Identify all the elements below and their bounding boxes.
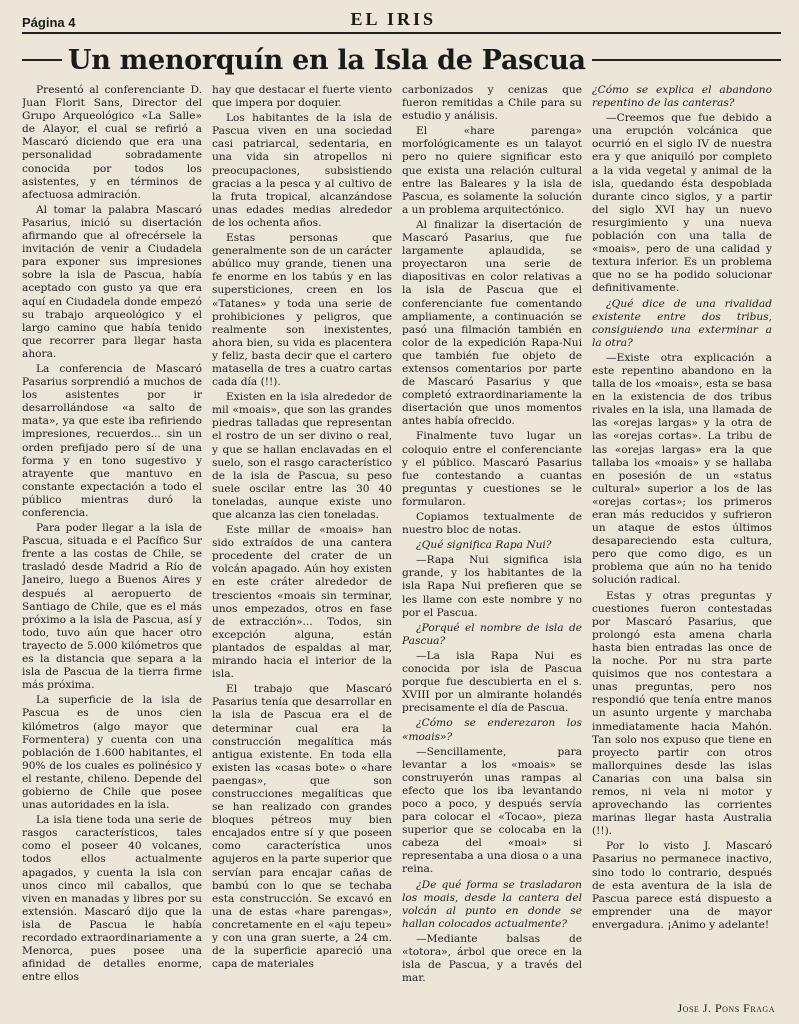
paragraph: carbonizados y cenizas que fueron remitidas a Chile para su estudio y análisis. xyxy=(402,84,582,123)
question-paragraph: ¿Porqué el nombre de isla de Pascua? xyxy=(402,621,582,647)
paragraph: Este millar de «moais» han sido extraídos de una cantera procedente del crater de un volcán apagado. Aún hoy existen en este cráter alrededor de trescientos «moais sin terminar, unos empezados, otros en fase de extracción»... Todos, sin excepción alguna, están plantados de espaldas al mar, mirando hacia el interior de la isla. xyxy=(212,524,392,681)
paragraph: La conferencia de Mascaró Pasarius sorprendió a muchos de los asistentes por ir desarrollándose «a salto de mata», ya que este iba refiriendo impresiones, recuerdos... sin un orden prefijado pero sí de una forma y en tono sugestivo y atrayente que mantuvo en constante expectación a todo el público mientras duró la conferencia. xyxy=(22,362,202,519)
paragraph: La superficie de la isla de Pascua es de unos cien kilómetros (algo mayor que Formentera) y cuenta con una población de 1.600 habitantes, el 90% de los cuales es polinésico y el restante, chileno. Depende del gobierno de Chile que posee unas autoridades en la isla. xyxy=(22,694,202,812)
article-headline: Un menorquín en la Isla de Pascua xyxy=(68,44,586,76)
newspaper-name: EL IRIS xyxy=(350,9,436,29)
question-paragraph: ¿Qué dice de una rivalidad existente entre dos tribus, consiguiendo una exterminar a la otra? xyxy=(592,297,772,349)
question-paragraph: ¿Qué significa Rapa Nui? xyxy=(416,539,552,552)
paragraph: —Rapa Nui significa isla grande, y los habitantes de la isla Rapa Nui prefieren que se les llame con este nombre y no por el Pascua. xyxy=(402,554,582,619)
paragraph: El trabajo que Mascaró Pasarius tenía que desarrollar en la isla de Pascua era el de determinar cual era la construcción megalítica más antigua existente. En toda ella existen las «casas bote» o «hare paengas», que son construcciones megalíticas que se han realizado con grandes bloques pétreos muy bien encajados entre sí y que poseen como característica unos agujeros en la parte superior que servían para encajar cañas de bambú con lo que se techaba esta construcción. Se excavó en una de estas «hare parengas», concretamente en el «aju tepeu» y con una gran suerte, a 24 cm. de la superficie apareció una capa de materiales xyxy=(212,683,392,971)
headline-row xyxy=(22,42,781,78)
article-column-4 xyxy=(592,84,772,1024)
paragraph: Estas personas que generalmente son de un carácter abúlico muy grande, tienen una fe enorme en los tabús y en las supersticiones, creen en los «Tatanes» y toda una serie de prohibiciones y peligros, que realmente son inexistentes, ahora bien, su vida es placentera y feliz, basta decir que el cartero matasella de tres a cuatro cartas cada día (!!). xyxy=(212,232,392,389)
page-header xyxy=(22,0,781,34)
article-column-3 xyxy=(402,84,582,1024)
paragraph: Por lo visto J. Mascaró Pasarius no permanece inactivo, sino todo lo contrario, después de esta aventura de la isla de Pascua parece está dispuesto a emprender una de mayor envergadura. ¡Animo y adelante! xyxy=(592,840,772,931)
headline-rule-right xyxy=(592,59,781,61)
article-body xyxy=(22,84,781,1024)
paragraph: Estas y otras preguntas y cuestiones fueron contestadas por Mascaró Pasarius, que prolongó esta amena charla hasta bien entradas las once de la noche. Por nu stra parte quisimos que nos contestara a unas preguntas, pero nos respondió que tenía entre manos un asunto urgente y marchaba inmediatamente hacia Mahón. Tan solo nos expuso que tiene en proyecto partir con otros mallorquines desde las islas Canarias con una balsa sin remos, ni vela ni motor y aprovechando las corrientes marinas llegar hasta Australia (!!). xyxy=(592,589,772,838)
question-paragraph: ¿De qué forma se trasladaron los moais, desde la cantera del volcán al punto en donde se hallan colocados actualmente? xyxy=(402,878,582,930)
paragraph: Existen en la isla alrededor de mil «moais», que son las grandes piedras talladas que representan el rostro de un ser divino o real, y que se hallan enclavadas en el suelo, son el rasgo característico de la isla de Pascua, su peso suele oscilar entre las 30 40 toneladas, aunque existe uno que alcanza las cien toneladas. xyxy=(212,391,392,521)
headline-rule-left xyxy=(22,59,62,61)
question-paragraph: ¿Cómo se enderezaron los «moais»? xyxy=(402,717,582,743)
paragraph: Los habitantes de la isla de Pascua viven en una sociedad casi patriarcal, sedentaria, en una vida sin atropellos ni preocupaciones, subsistiendo gracias a la pesca y al cultivo de la fruta tropical, alcanzándose unas edades medias alrededor de los ochenta años. xyxy=(212,112,392,229)
paragraph: —Mediante balsas de «totora», árbol que orece en la isla de Pascua, y a través del mar. xyxy=(402,932,582,985)
paragraph: hay que destacar el fuerte viento que impera por doquier. xyxy=(212,84,392,110)
page-number: Página 4 xyxy=(22,15,76,30)
paragraph: Presentó al conferenciante D. Juan Florit Sans, Director del Grupo Arqueológico «La Salle» de Alayor, el cual se refirió a Mascaró diciendo que era una personalidad sobradamente conocida por todos los asistentes, y en términos de afectuosa admiración. xyxy=(22,84,202,201)
paragraph: Copiamos textualmente de nuestro bloc de notas. xyxy=(402,511,582,537)
question-paragraph: ¿Cómo se explica el abandono repentino de las canteras? xyxy=(592,84,772,110)
paragraph: —Creemos que fue debido a una erupción volcánica que ocurrió en el siglo IV de nuestra era y que aniquiló por completo a la vida vegetal y animal de la isla, quedando ésta despoblada durante cinco siglos, y a partir del siglo XVI hay un nuevo resurgimiento y una nueva población con una talla de «moais», pero de una calidad y textura inferior. Es un problema que no se ha podido solucionar definitivamente. xyxy=(592,112,772,295)
article-column-2 xyxy=(212,84,392,1024)
paragraph: Al finalizar la disertación de Mascaró Pasarius, que fue largamente aplaudida, se proyectaron una serie de diapositivas en color relativas a la isla de Pascua que el conferenciante fue comentando ampliamente, a continuación se pasó una filmación también en color de la expedición Rapa-Nui que también fue objeto de extensos comentarios por parte de Mascaró Pasarius y que completó extraordinariamente la disertación que unos momentos antes había ofrecido. xyxy=(402,218,582,428)
paragraph: Al tomar la palabra Mascaró Pasarius, inició su disertación afirmando que al ofrecérsele la invitación de venir a Ciudadela para exponer sus impresiones sobre la isla de Pascua, había aceptado con gusto ya que era aquí en Ciudadela donde empezó su trabajo arqueológico y el largo camino que había tenido que recorrer para llegar hasta ahora. xyxy=(22,203,202,360)
paragraph: —La isla Rapa Nui es conocida por isla de Pascua porque fue descubierta en el s. XVIII por un almirante holandés precisamente el día de Pascua. xyxy=(402,649,582,715)
paragraph: —Sencillamente, para levantar a los «moais» se construyerón unas rampas al efecto que los iba levantando poco a poco, y después servía para colocar el «Tocao», pieza superior que se colocaba en la cabeza del «moai» si representaba a una diosa o a una reina. xyxy=(402,745,582,876)
paragraph: Para poder llegar a la isla de Pascua, situada e el Pacífico Sur frente a las costas de Chile, se trasladó desde Madrid a Río de Janeiro, luego a Buenos Aires y después al aeropuerto de Santiago de Chile, que es el más próximo a la isla de Pascua, así y todo, tuvo aún que hacer otro trayecto de 5.000 kilómetros que es la distancia que separa a la isla de Pascua de la tierra firme más próxima. xyxy=(22,522,202,692)
paragraph: La isla tiene toda una serie de rasgos característicos, tales como el poseer 40 volcanes, todos ellos actualmente apagados, y cuenta la isla con unos cinco mil caballos, que viven en manadas y libres por su extensión. Mascaró dijo que la isla de Pascua le había recordado extraordinariamente a Menorca, pues posee una afinidad de detalles enorme, entre ellos xyxy=(22,814,202,984)
paragraph: —Existe otra explicación a este repentino abandono en la talla de los «moais», esta se basa en la existencia de dos tribus rivales en la isla, una llamada de las «orejas largas» y la otra de las «orejas cortas». La tribu de las «orejas largas» era la que tallaba los «moais» y se hallaba en posesión de un «status cultural» superior a los de las «orejas cortas»; los primeros eran más reducidos y sufrieron un ataque de estos últimos desapareciendo esta cultura, pero que como digo, es un problema que aún no ha tenido solución radical. xyxy=(592,351,772,587)
author-signature: Jose J. Pons Fraga xyxy=(677,1001,775,1015)
paragraph: El «hare parenga» morfológicamente es un talayot pero no quiere significar esto que exista una relación cultural entre las Baleares y la isla de Pascua, es solamente la solución a un problema arquitectónico. xyxy=(402,125,582,216)
paragraph: Finalmente tuvo lugar un coloquio entre el conferenciante y el público. Mascaró Pasarius fue contestando a cuantas preguntas y cuestiones se le formularon. xyxy=(402,430,582,508)
article-column-1 xyxy=(22,84,202,1024)
